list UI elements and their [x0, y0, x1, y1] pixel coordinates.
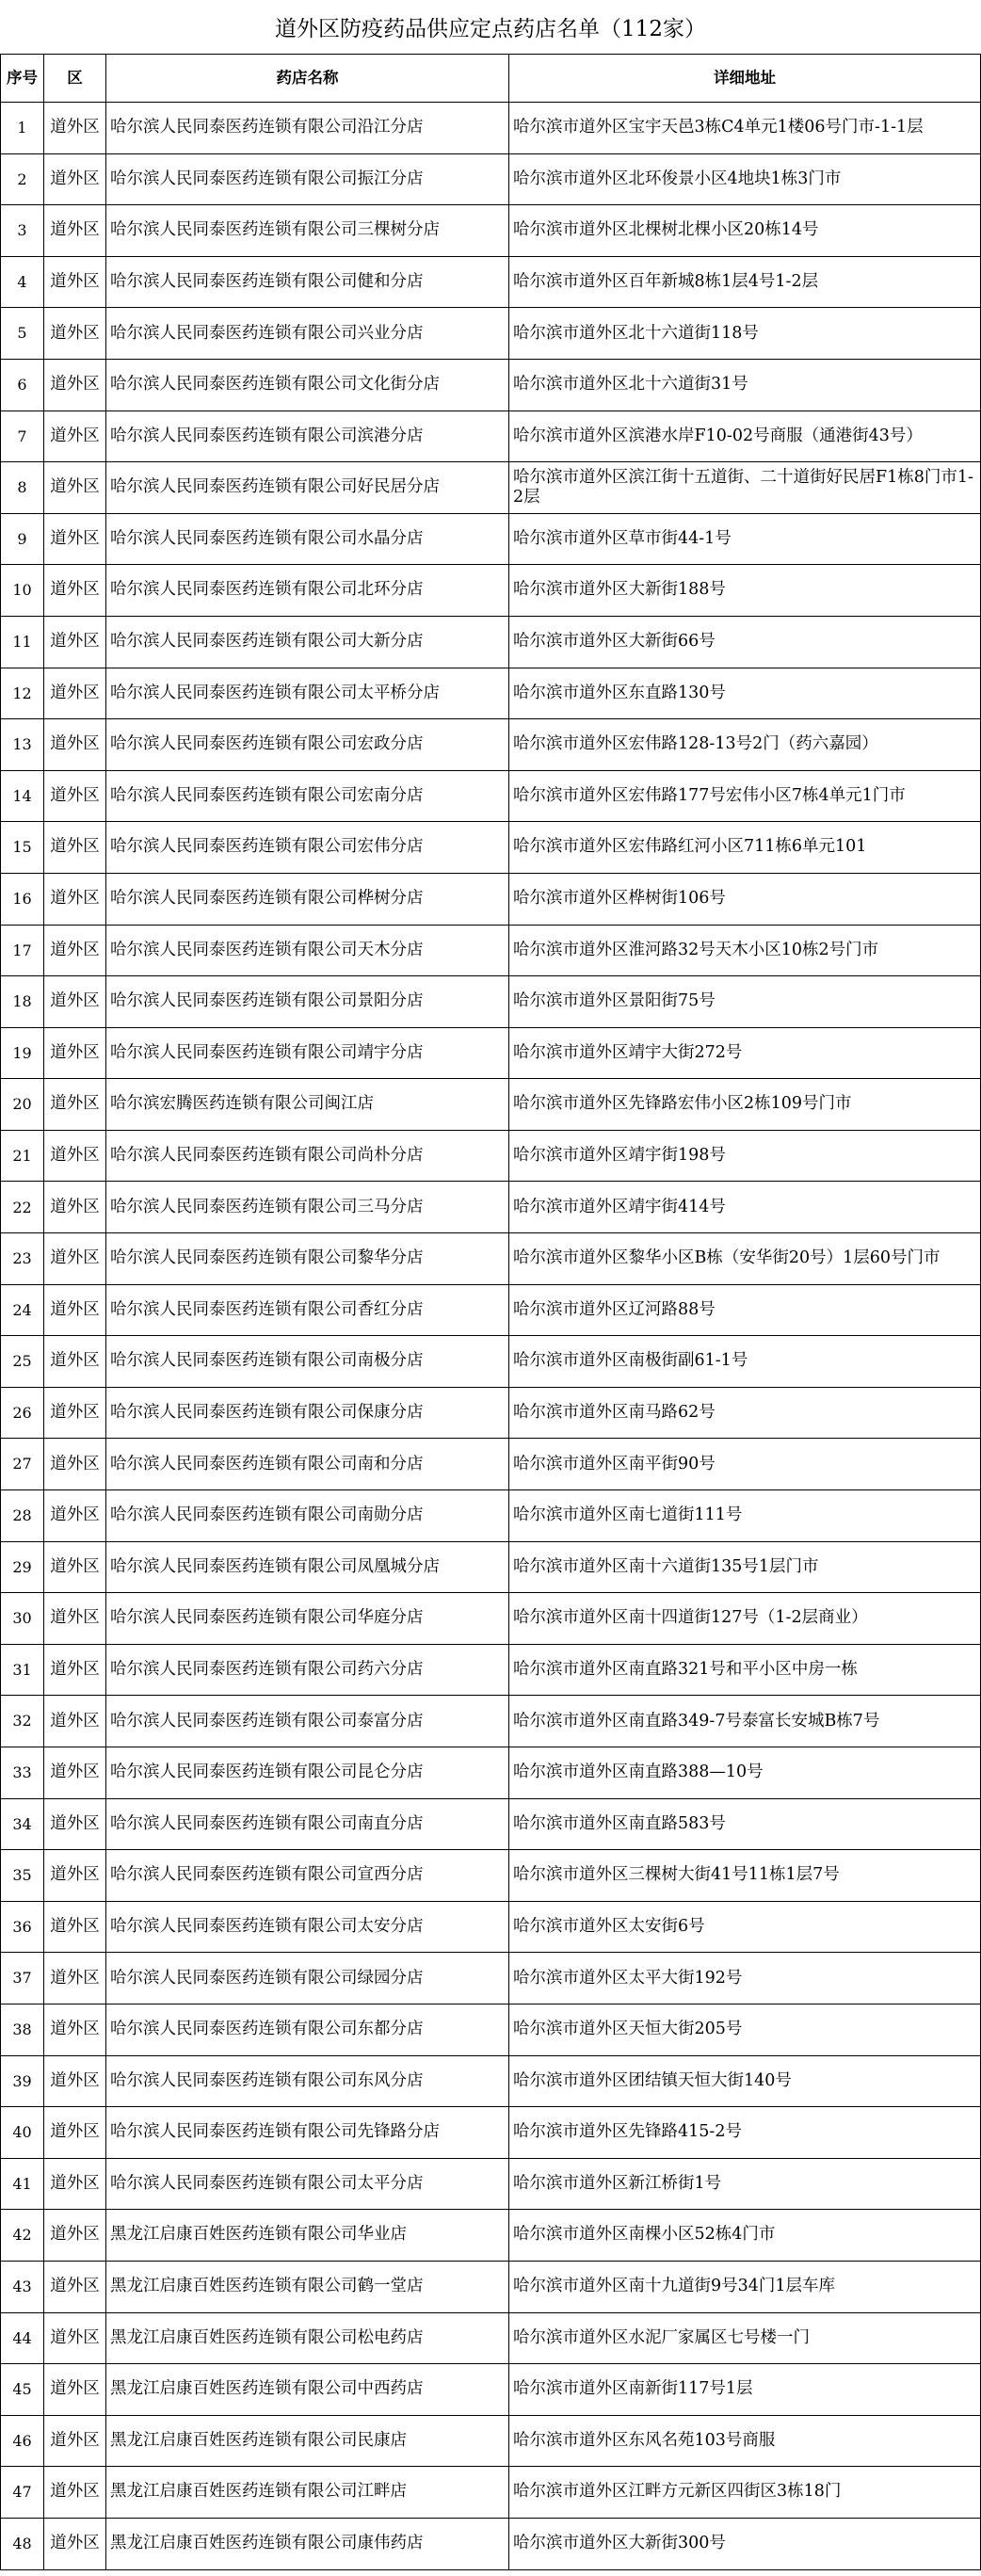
table-row — [0, 719, 981, 771]
table-row — [0, 617, 981, 668]
district-cell: 道外区 — [44, 668, 106, 720]
district-cell: 道外区 — [44, 771, 106, 823]
address-cell: 哈尔滨市道外区大新街66号 — [509, 617, 981, 668]
address-cell: 哈尔滨市道外区南十六道街135号1层门市 — [509, 1542, 981, 1594]
pharmacy-name-cell: 黑龙江启康百姓医药连锁有限公司康伟药店 — [106, 2519, 509, 2570]
address-cell: 哈尔滨市道外区靖宇街198号 — [509, 1131, 981, 1183]
district-cell: 道外区 — [44, 1490, 106, 1542]
table-row — [0, 2313, 981, 2365]
pharmacy-name-cell: 哈尔滨人民同泰医药连锁有限公司东都分店 — [106, 2004, 509, 2056]
district-cell: 道外区 — [44, 1028, 106, 1080]
pharmacy-name-cell: 哈尔滨人民同泰医药连锁有限公司文化街分店 — [106, 360, 509, 411]
address-cell: 哈尔滨市道外区辽河路88号 — [509, 1285, 981, 1337]
address-cell: 哈尔滨市道外区南棵小区52栋4门市 — [509, 2210, 981, 2262]
address-cell: 哈尔滨市道外区大新街300号 — [509, 2519, 981, 2570]
pharmacy-name-cell: 哈尔滨人民同泰医药连锁有限公司桦树分店 — [106, 874, 509, 926]
row-number-cell: 21 — [0, 1131, 44, 1183]
pharmacy-name-cell: 哈尔滨人民同泰医药连锁有限公司南和分店 — [106, 1439, 509, 1490]
address-cell: 哈尔滨市道外区靖宇街414号 — [509, 1182, 981, 1233]
district-cell: 道外区 — [44, 2519, 106, 2570]
address-cell: 哈尔滨市道外区南马路62号 — [509, 1388, 981, 1440]
district-cell: 道外区 — [44, 1953, 106, 2004]
row-number-cell: 17 — [0, 926, 44, 977]
pharmacy-name-cell: 黑龙江启康百姓医药连锁有限公司松电药店 — [106, 2313, 509, 2365]
district-cell: 道外区 — [44, 1696, 106, 1747]
table-row — [0, 1593, 981, 1645]
row-number-cell: 12 — [0, 668, 44, 720]
address-cell: 哈尔滨市道外区北环俊景小区4地块1栋3门市 — [509, 154, 981, 206]
row-number-cell: 44 — [0, 2313, 44, 2365]
address-cell: 哈尔滨市道外区宏伟路177号宏伟小区7栋4单元1门市 — [509, 771, 981, 823]
table-row — [0, 257, 981, 309]
address-cell: 哈尔滨市道外区南直路349-7号泰富长安城B栋7号 — [509, 1696, 981, 1747]
district-cell: 道外区 — [44, 514, 106, 566]
address-cell: 哈尔滨市道外区水泥厂家属区七号楼一门 — [509, 2313, 981, 2365]
district-cell: 道外区 — [44, 154, 106, 206]
address-cell: 哈尔滨市道外区景阳街75号 — [509, 976, 981, 1028]
table-row — [0, 2159, 981, 2211]
table-row — [0, 1182, 981, 1233]
pharmacy-name-cell: 哈尔滨人民同泰医药连锁有限公司健和分店 — [106, 257, 509, 309]
row-number-cell: 4 — [0, 257, 44, 309]
pharmacy-name-cell: 哈尔滨人民同泰医药连锁有限公司香红分店 — [106, 1285, 509, 1337]
pharmacy-name-cell: 哈尔滨人民同泰医药连锁有限公司北环分店 — [106, 565, 509, 617]
pharmacy-name-cell: 哈尔滨人民同泰医药连锁有限公司先锋路分店 — [106, 2107, 509, 2159]
address-cell: 哈尔滨市道外区太安街6号 — [509, 1902, 981, 1954]
row-number-cell: 9 — [0, 514, 44, 566]
row-number-cell: 46 — [0, 2416, 44, 2468]
column-header-district: 区 — [44, 54, 106, 103]
district-cell: 道外区 — [44, 719, 106, 771]
pharmacy-name-cell: 哈尔滨人民同泰医药连锁有限公司景阳分店 — [106, 976, 509, 1028]
address-cell: 哈尔滨市道外区团结镇天恒大街140号 — [509, 2056, 981, 2108]
district-cell: 道外区 — [44, 2467, 106, 2519]
pharmacy-name-cell: 哈尔滨人民同泰医药连锁有限公司振江分店 — [106, 154, 509, 206]
district-cell: 道外区 — [44, 2416, 106, 2468]
table-row — [0, 2364, 981, 2416]
address-cell: 哈尔滨市道外区靖宇大街272号 — [509, 1028, 981, 1080]
district-cell: 道外区 — [44, 411, 106, 463]
table-row — [0, 1850, 981, 1902]
pharmacy-name-cell: 哈尔滨人民同泰医药连锁有限公司大新分店 — [106, 617, 509, 668]
district-cell: 道外区 — [44, 462, 106, 514]
pharmacy-name-cell: 哈尔滨人民同泰医药连锁有限公司沿江分店 — [106, 103, 509, 154]
row-number-cell: 7 — [0, 411, 44, 463]
address-cell: 哈尔滨市道外区南十九道街9号34门1层车库 — [509, 2262, 981, 2313]
address-cell: 哈尔滨市道外区北十六道街31号 — [509, 360, 981, 411]
address-cell: 哈尔滨市道外区三棵树大街41号11栋1层7号 — [509, 1850, 981, 1902]
pharmacy-name-cell: 哈尔滨人民同泰医药连锁有限公司天木分店 — [106, 926, 509, 977]
pharmacy-name-cell: 哈尔滨人民同泰医药连锁有限公司太安分店 — [106, 1902, 509, 1954]
address-cell: 哈尔滨市道外区南七道街111号 — [509, 1490, 981, 1542]
row-number-cell: 47 — [0, 2467, 44, 2519]
address-cell: 哈尔滨市道外区滨港水岸F10-02号商服（通港街43号） — [509, 411, 981, 463]
table-row — [0, 2519, 981, 2570]
district-cell: 道外区 — [44, 308, 106, 360]
table-row — [0, 1747, 981, 1799]
district-cell: 道外区 — [44, 205, 106, 257]
address-cell: 哈尔滨市道外区先锋路宏伟小区2栋109号门市 — [509, 1079, 981, 1131]
address-cell: 哈尔滨市道外区南直路388—10号 — [509, 1747, 981, 1799]
address-cell: 哈尔滨市道外区宝宇天邑3栋C4单元1楼06号门市-1-1层 — [509, 103, 981, 154]
row-number-cell: 6 — [0, 360, 44, 411]
table-row — [0, 1490, 981, 1542]
pharmacy-name-cell: 哈尔滨人民同泰医药连锁有限公司药六分店 — [106, 1645, 509, 1697]
district-cell: 道外区 — [44, 874, 106, 926]
table-row — [0, 771, 981, 823]
district-cell: 道外区 — [44, 976, 106, 1028]
district-cell: 道外区 — [44, 1799, 106, 1851]
pharmacy-name-cell: 哈尔滨人民同泰医药连锁有限公司宏南分店 — [106, 771, 509, 823]
district-cell: 道外区 — [44, 1747, 106, 1799]
address-cell: 哈尔滨市道外区南直路583号 — [509, 1799, 981, 1851]
row-number-cell: 37 — [0, 1953, 44, 2004]
table-row — [0, 1131, 981, 1183]
address-cell: 哈尔滨市道外区北棵树北棵小区20栋14号 — [509, 205, 981, 257]
district-cell: 道外区 — [44, 1131, 106, 1183]
pharmacy-name-cell: 哈尔滨人民同泰医药连锁有限公司兴业分店 — [106, 308, 509, 360]
pharmacy-name-cell: 黑龙江启康百姓医药连锁有限公司民康店 — [106, 2416, 509, 2468]
table-row — [0, 308, 981, 360]
address-cell: 哈尔滨市道外区南直路321号和平小区中房一栋 — [509, 1645, 981, 1697]
table-row — [0, 1439, 981, 1490]
table-row — [0, 2056, 981, 2108]
address-cell: 哈尔滨市道外区大新街188号 — [509, 565, 981, 617]
row-number-cell: 16 — [0, 874, 44, 926]
pharmacy-name-cell: 哈尔滨人民同泰医药连锁有限公司宏政分店 — [106, 719, 509, 771]
pharmacy-name-cell: 哈尔滨人民同泰医药连锁有限公司凤凰城分店 — [106, 1542, 509, 1594]
row-number-cell: 23 — [0, 1233, 44, 1285]
table-row — [0, 2262, 981, 2313]
table-body — [0, 103, 981, 2570]
row-number-cell: 2 — [0, 154, 44, 206]
table-row — [0, 1645, 981, 1697]
pharmacy-name-cell: 哈尔滨人民同泰医药连锁有限公司三棵树分店 — [106, 205, 509, 257]
row-number-cell: 15 — [0, 822, 44, 874]
table-row — [0, 976, 981, 1028]
row-number-cell: 36 — [0, 1902, 44, 1954]
district-cell: 道外区 — [44, 565, 106, 617]
district-cell: 道外区 — [44, 822, 106, 874]
pharmacy-name-cell: 黑龙江启康百姓医药连锁有限公司鹤一堂店 — [106, 2262, 509, 2313]
table-row — [0, 2210, 981, 2262]
pharmacy-name-cell: 哈尔滨人民同泰医药连锁有限公司滨港分店 — [106, 411, 509, 463]
pharmacy-name-cell: 哈尔滨人民同泰医药连锁有限公司泰富分店 — [106, 1696, 509, 1747]
row-number-cell: 31 — [0, 1645, 44, 1697]
table-row — [0, 1388, 981, 1440]
district-cell: 道外区 — [44, 2107, 106, 2159]
table-row — [0, 360, 981, 411]
pharmacy-name-cell: 哈尔滨人民同泰医药连锁有限公司太平桥分店 — [106, 668, 509, 720]
row-number-cell: 22 — [0, 1182, 44, 1233]
row-number-cell: 45 — [0, 2364, 44, 2416]
pharmacy-name-cell: 哈尔滨人民同泰医药连锁有限公司昆仑分店 — [106, 1747, 509, 1799]
address-cell: 哈尔滨市道外区南十四道街127号（1-2层商业） — [509, 1593, 981, 1645]
row-number-cell: 10 — [0, 565, 44, 617]
row-number-cell: 24 — [0, 1285, 44, 1337]
table-row — [0, 411, 981, 463]
pharmacy-name-cell: 哈尔滨人民同泰医药连锁有限公司好民居分店 — [106, 462, 509, 514]
pharmacy-name-cell: 哈尔滨人民同泰医药连锁有限公司黎华分店 — [106, 1233, 509, 1285]
row-number-cell: 38 — [0, 2004, 44, 2056]
row-number-cell: 41 — [0, 2159, 44, 2211]
row-number-cell: 34 — [0, 1799, 44, 1851]
row-number-cell: 18 — [0, 976, 44, 1028]
table-row — [0, 926, 981, 977]
pharmacy-name-cell: 哈尔滨人民同泰医药连锁有限公司水晶分店 — [106, 514, 509, 566]
column-header-address: 详细地址 — [509, 54, 981, 103]
table-row — [0, 1336, 981, 1388]
row-number-cell: 19 — [0, 1028, 44, 1080]
district-cell: 道外区 — [44, 2004, 106, 2056]
table-row — [0, 1285, 981, 1337]
column-header-number: 序号 — [0, 54, 44, 103]
column-header-pharmacy-name: 药店名称 — [106, 54, 509, 103]
row-number-cell: 39 — [0, 2056, 44, 2108]
table-row — [0, 154, 981, 206]
table-row — [0, 874, 981, 926]
row-number-cell: 40 — [0, 2107, 44, 2159]
table-row — [0, 668, 981, 720]
row-number-cell: 27 — [0, 1439, 44, 1490]
district-cell: 道外区 — [44, 1542, 106, 1594]
row-number-cell: 43 — [0, 2262, 44, 2313]
district-cell: 道外区 — [44, 1336, 106, 1388]
district-cell: 道外区 — [44, 1902, 106, 1954]
table-row — [0, 1696, 981, 1747]
district-cell: 道外区 — [44, 1593, 106, 1645]
table-row — [0, 1799, 981, 1851]
district-cell: 道外区 — [44, 2210, 106, 2262]
row-number-cell: 33 — [0, 1747, 44, 1799]
pharmacy-name-cell: 黑龙江启康百姓医药连锁有限公司中西药店 — [106, 2364, 509, 2416]
address-cell: 哈尔滨市道外区东风名苑103号商服 — [509, 2416, 981, 2468]
district-cell: 道外区 — [44, 1388, 106, 1440]
address-cell: 哈尔滨市道外区滨江街十五道街、二十道街好民居F1栋8门市1-2层 — [509, 462, 981, 514]
row-number-cell: 48 — [0, 2519, 44, 2570]
row-number-cell: 8 — [0, 462, 44, 514]
page-title: 道外区防疫药品供应定点药店名单（112家） — [275, 17, 706, 41]
pharmacy-name-cell: 黑龙江启康百姓医药连锁有限公司江畔店 — [106, 2467, 509, 2519]
address-cell: 哈尔滨市道外区东直路130号 — [509, 668, 981, 720]
row-number-cell: 14 — [0, 771, 44, 823]
table-row — [0, 822, 981, 874]
pharmacy-name-cell: 哈尔滨人民同泰医药连锁有限公司华庭分店 — [106, 1593, 509, 1645]
table-row — [0, 1542, 981, 1594]
row-number-cell: 32 — [0, 1696, 44, 1747]
row-number-cell: 11 — [0, 617, 44, 668]
table-row — [0, 1953, 981, 2004]
address-cell: 哈尔滨市道外区桦树街106号 — [509, 874, 981, 926]
table-row — [0, 1028, 981, 1080]
district-cell: 道外区 — [44, 1645, 106, 1697]
row-number-cell: 30 — [0, 1593, 44, 1645]
district-cell: 道外区 — [44, 926, 106, 977]
pharmacy-name-cell: 黑龙江启康百姓医药连锁有限公司华业店 — [106, 2210, 509, 2262]
district-cell: 道外区 — [44, 617, 106, 668]
row-number-cell: 3 — [0, 205, 44, 257]
table-row — [0, 1079, 981, 1131]
address-cell: 哈尔滨市道外区天恒大街205号 — [509, 2004, 981, 2056]
row-number-cell: 29 — [0, 1542, 44, 1594]
table-row — [0, 1902, 981, 1954]
table-row — [0, 462, 981, 514]
address-cell: 哈尔滨市道外区黎华小区B栋（安华街20号）1层60号门市 — [509, 1233, 981, 1285]
table-row — [0, 2004, 981, 2056]
row-number-cell: 1 — [0, 103, 44, 154]
district-cell: 道外区 — [44, 1285, 106, 1337]
district-cell: 道外区 — [44, 257, 106, 309]
pharmacy-name-cell: 哈尔滨人民同泰医药连锁有限公司绿园分店 — [106, 1953, 509, 2004]
district-cell: 道外区 — [44, 2313, 106, 2365]
pharmacy-name-cell: 哈尔滨人民同泰医药连锁有限公司南勋分店 — [106, 1490, 509, 1542]
district-cell: 道外区 — [44, 2364, 106, 2416]
pharmacy-name-cell: 哈尔滨宏腾医药连锁有限公司闽江店 — [106, 1079, 509, 1131]
table-row — [0, 1233, 981, 1285]
row-number-cell: 5 — [0, 308, 44, 360]
address-cell: 哈尔滨市道外区南平街90号 — [509, 1439, 981, 1490]
row-number-cell: 26 — [0, 1388, 44, 1440]
address-cell: 哈尔滨市道外区南新街117号1层 — [509, 2364, 981, 2416]
address-cell: 哈尔滨市道外区先锋路415-2号 — [509, 2107, 981, 2159]
district-cell: 道外区 — [44, 1850, 106, 1902]
address-cell: 哈尔滨市道外区太平大街192号 — [509, 1953, 981, 2004]
pharmacy-name-cell: 哈尔滨人民同泰医药连锁有限公司三马分店 — [106, 1182, 509, 1233]
pharmacy-name-cell: 哈尔滨人民同泰医药连锁有限公司南直分店 — [106, 1799, 509, 1851]
pharmacy-name-cell: 哈尔滨人民同泰医药连锁有限公司太平分店 — [106, 2159, 509, 2211]
district-cell: 道外区 — [44, 103, 106, 154]
pharmacy-name-cell: 哈尔滨人民同泰医药连锁有限公司保康分店 — [106, 1388, 509, 1440]
address-cell: 哈尔滨市道外区北十六道街118号 — [509, 308, 981, 360]
district-cell: 道外区 — [44, 360, 106, 411]
table-row — [0, 2416, 981, 2468]
address-cell: 哈尔滨市道外区新江桥街1号 — [509, 2159, 981, 2211]
table-row — [0, 103, 981, 154]
address-cell: 哈尔滨市道外区江畔方元新区四街区3栋18门 — [509, 2467, 981, 2519]
address-cell: 哈尔滨市道外区草市街44-1号 — [509, 514, 981, 566]
table-header — [0, 54, 981, 103]
district-cell: 道外区 — [44, 1439, 106, 1490]
address-cell: 哈尔滨市道外区宏伟路128-13号2门（药六嘉园） — [509, 719, 981, 771]
pharmacy-table — [0, 54, 981, 2570]
table-row — [0, 565, 981, 617]
district-cell: 道外区 — [44, 1233, 106, 1285]
table-row — [0, 205, 981, 257]
district-cell: 道外区 — [44, 1182, 106, 1233]
row-number-cell: 13 — [0, 719, 44, 771]
table-row — [0, 2467, 981, 2519]
district-cell: 道外区 — [44, 2262, 106, 2313]
row-number-cell: 35 — [0, 1850, 44, 1902]
address-cell: 哈尔滨市道外区百年新城8栋1层4号1-2层 — [509, 257, 981, 309]
address-cell: 哈尔滨市道外区宏伟路红河小区711栋6单元101 — [509, 822, 981, 874]
table-row — [0, 2107, 981, 2159]
row-number-cell: 20 — [0, 1079, 44, 1131]
district-cell: 道外区 — [44, 1079, 106, 1131]
pharmacy-name-cell: 哈尔滨人民同泰医药连锁有限公司南极分店 — [106, 1336, 509, 1388]
row-number-cell: 42 — [0, 2210, 44, 2262]
district-cell: 道外区 — [44, 2056, 106, 2108]
row-number-cell: 28 — [0, 1490, 44, 1542]
district-cell: 道外区 — [44, 2159, 106, 2211]
address-cell: 哈尔滨市道外区南极街副61-1号 — [509, 1336, 981, 1388]
pharmacy-name-cell: 哈尔滨人民同泰医药连锁有限公司东风分店 — [106, 2056, 509, 2108]
address-cell: 哈尔滨市道外区淮河路32号天木小区10栋2号门市 — [509, 926, 981, 977]
row-number-cell: 25 — [0, 1336, 44, 1388]
pharmacy-name-cell: 哈尔滨人民同泰医药连锁有限公司宣西分店 — [106, 1850, 509, 1902]
table-row — [0, 514, 981, 566]
pharmacy-name-cell: 哈尔滨人民同泰医药连锁有限公司尚朴分店 — [106, 1131, 509, 1183]
pharmacy-name-cell: 哈尔滨人民同泰医药连锁有限公司宏伟分店 — [106, 822, 509, 874]
pharmacy-name-cell: 哈尔滨人民同泰医药连锁有限公司靖宇分店 — [106, 1028, 509, 1080]
